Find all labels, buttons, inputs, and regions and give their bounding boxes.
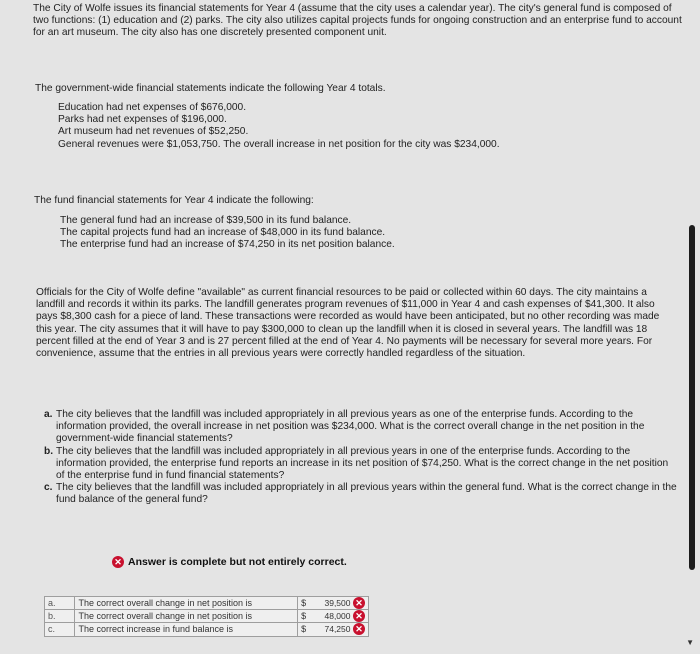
answer-input-b[interactable] — [319, 610, 368, 623]
answer-label: The correct increase in fund balance is — [75, 623, 298, 636]
gov-intro: The government-wide financial statements indicate the following Year 4 totals. — [35, 83, 386, 94]
answer-label: The correct overall change in net position is — [75, 597, 298, 610]
fund-item: The general fund had an increase of $39,500 in its fund balance. — [60, 215, 352, 226]
answer-input-a[interactable] — [319, 597, 368, 610]
incorrect-x-icon: ✕ — [112, 556, 124, 568]
intro-paragraph: The City of Wolfe issues its financial statements for Year 4 (assume that the city uses a calendar year). The city's general fund is composed of two functions: (1) education and (2) parks. The city also utilizes capital projects funds for ongoing construction and an enterprise fund to account for an art museum. The city also has one discretely presented component unit. — [33, 3, 682, 39]
fund-item: The enterprise fund had an increase of $74,250 in its net position balance. — [60, 239, 395, 251]
fund-item: The capital projects fund had an increase of $48,000 in its fund balance. — [60, 227, 386, 239]
gov-total-item: Education had net expenses of $676,000. — [58, 102, 247, 113]
question-a — [38, 409, 678, 446]
question-letter: b. — [44, 445, 54, 457]
landfill-paragraph: Officials for the City of Wolfe define "available" as current financial resources to be paid or collected within 60 days. The city maintains a landfill and records it within its parks. The landfill generates program revenues of $11,000 in Year 4 and cash expenses of $41,300. It also pays $8,300 cash for a piece of land. These transactions were recorded as would have been anticipated, but no other recording was made this year. The city assumes that it will have to pay $300,000 to clean up the landfill when it is closed in several years. The landfill was 18 percent filled at the end of Year 3 and is 27 percent filled at the end of Year 4. No payments will be necessary for several more years. For convenience, assume that the entries in all previous years were correctly handled regardless of the situation. — [36, 287, 660, 360]
answer-letter: b. — [45, 610, 75, 623]
table-row — [45, 623, 369, 636]
gov-totals-list — [58, 102, 500, 151]
table-row — [45, 610, 369, 623]
question-b — [38, 446, 678, 483]
question-c — [38, 482, 678, 506]
gov-total-item: General revenues were $1,053,750. The overall increase in net position for the city was $234,000. — [58, 138, 500, 150]
scroll-down-arrow-icon[interactable]: ▼ — [686, 638, 694, 647]
table-row — [45, 597, 369, 610]
questions-list — [38, 409, 678, 507]
answer-value: 74,250 — [324, 624, 351, 635]
answer-input-c[interactable] — [319, 623, 368, 636]
answer-value: 39,500 — [324, 598, 351, 608]
currency-symbol: $ — [298, 610, 320, 623]
question-text: The city believes that the landfill was included appropriately in all previous years in one of the enterprise funds. According to the information provided, the enterprise fund reports an increase in its net position of $74,250. What is the correct change in the net position of the enterprise fund in fund financial statements? — [56, 445, 669, 482]
question-letter: a. — [44, 409, 53, 420]
answer-label: The correct overall change in net position is — [75, 610, 298, 623]
scrollbar-thumb[interactable] — [689, 225, 695, 570]
gov-total-item: Parks had net expenses of $196,000. — [58, 114, 227, 126]
gov-total-item: Art museum had net revenues of $52,250. — [58, 126, 249, 138]
answer-table — [44, 596, 369, 637]
incorrect-x-icon: ✕ — [353, 623, 365, 635]
incorrect-x-icon: ✕ — [353, 610, 365, 622]
answer-letter: a. — [45, 597, 75, 610]
question-letter: c. — [44, 482, 53, 494]
currency-symbol: $ — [298, 597, 320, 610]
question-text: The city believes that the landfill was included appropriately in all previous years within the general fund. What is the correct change in the fund balance of the general fund? — [56, 482, 677, 506]
answer-status-banner — [112, 556, 347, 568]
answer-letter: c. — [45, 623, 75, 636]
fund-intro: The fund financial statements for Year 4 indicate the following: — [34, 195, 314, 206]
fund-items-list — [60, 215, 395, 252]
answer-banner-text: Answer is complete but not entirely correct. — [128, 556, 347, 568]
answer-value: 48,000 — [324, 611, 351, 622]
currency-symbol: $ — [298, 623, 320, 636]
question-text: The city believes that the landfill was included appropriately in all previous years as one of the enterprise funds. According to the information provided, the overall increase in net position was $234,000. What is the correct overall change in the net position in the government-wide financial statements? — [56, 409, 645, 445]
incorrect-x-icon: ✕ — [353, 597, 365, 609]
